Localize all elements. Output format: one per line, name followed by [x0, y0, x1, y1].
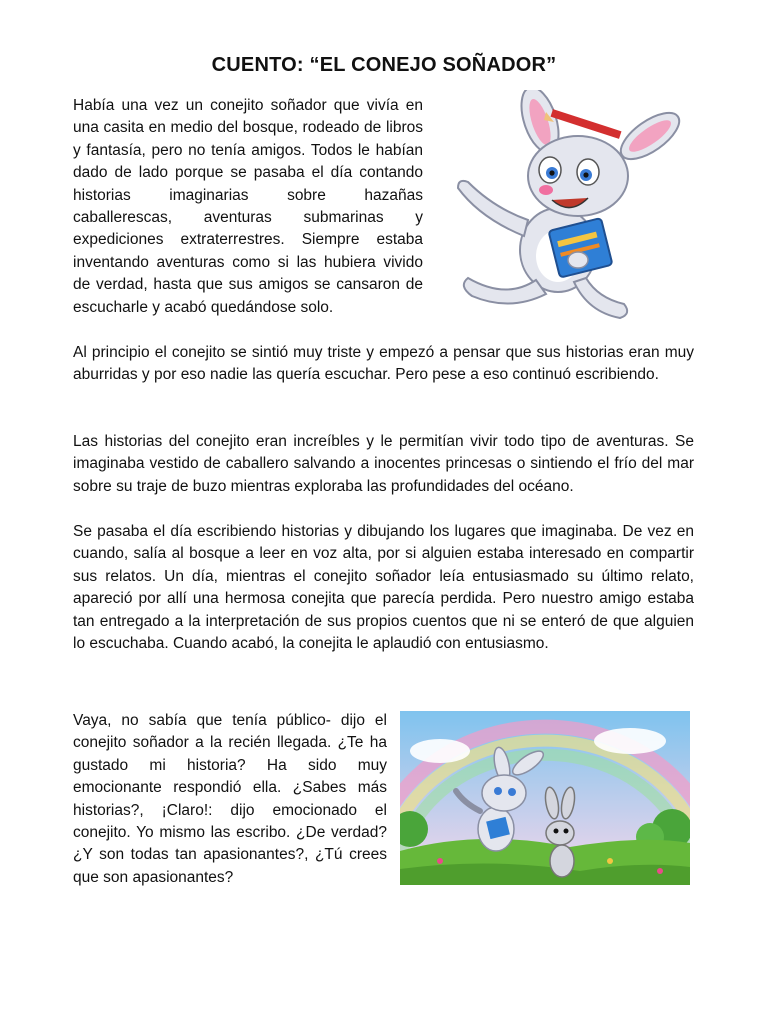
paragraph-5: Vaya, no sabía que tenía público- dijo el conejito soñador a la recién llegada. ¿Te ha gustado mi historia? Ha sido muy emocionante respondió ella. ¿Sabes más historias?, ¡Claro!: dijo emocionado el conejito. Yo mismo las escribo. ¿De verdad? ¿Y son todas tan apasionantes?, ¿Tú crees que son apasionantes? — [73, 712, 387, 886]
paragraph-2: Al principio el conejito se sintió muy triste y empezó a pensar que sus historias eran muy aburridas y por eso nadie las quería escuchar. Pero pese a eso continuó escribiendo. — [73, 344, 694, 384]
bunny-with-book-illustration — [428, 90, 690, 330]
two-bunnies-meadow-illustration — [400, 711, 690, 885]
paragraph-3: Las historias del conejito eran increíbles y le permitían vivir todo tipo de aventuras. Se imaginaba vestido de caballero salvando a inocentes princesas o sintiendo el frío del mar sobre su traje de buzo mientras exploraba las profundidades del océano. — [73, 433, 694, 495]
paragraph-1: Había una vez un conejito soñador que vivía en una casita en medio del bosque, rodeado de libros y fantasía, pero no tenía amigos. Todos le habían dado de lado porque se pasaba el día contando historias imaginarias sobre hazañas caballerescas, aventuras submarinas y expediciones extraterrestres. Siempre estaba inventando aventuras como si las hubiera vivido de verdad, hasta que sus amigos se cansaron de escucharle y acabó quedándose solo. — [73, 97, 423, 316]
story-title: CUENTO: “EL CONEJO SOÑADOR” — [211, 54, 557, 76]
paragraph-4: Se pasaba el día escribiendo historias y dibujando los lugares que imaginaba. De vez en cuando, salía al bosque a leer en voz alta, por si alguien estaba interesado en compartir sus relatos. Un día, mientras el conejito soñador leía entusiasmado su último relato, apareció por allí una hermosa conejita que parecía perdida. Pero nuestro amigo estaba tan entregado a la interpretación de sus propios cuentos que ni se enteró de que alguien lo escuchaba. Cuando acabó, la conejita le aplaudió con entusiasmo. — [73, 523, 694, 653]
